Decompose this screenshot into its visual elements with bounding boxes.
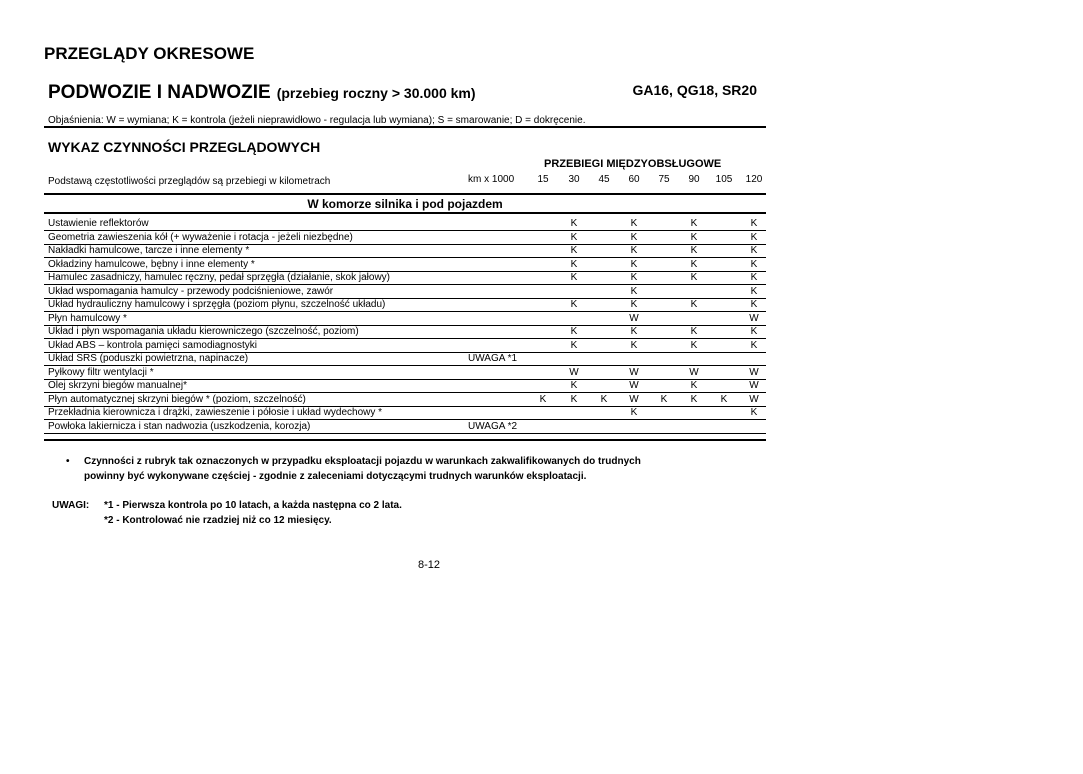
row-task: Powłoka lakiernicza i stan nadwozia (uszkodzenia, korozja) <box>48 420 311 432</box>
row-cell: K <box>630 285 638 297</box>
engine-models: GA16, QG18, SR20 <box>632 82 757 98</box>
table-row <box>48 299 766 311</box>
row-cell: K <box>570 245 578 256</box>
section-title: W komorze silnika i pod pojazdem <box>307 197 503 211</box>
note-2: *2 - Kontrolować nie rzadziej niż co 12 miesięcy. <box>104 515 332 526</box>
row-cell: K <box>690 380 698 391</box>
row-cell: K <box>630 299 638 310</box>
row-task: Geometria zawieszenia kół (+ wyważenie i rotacja - jeżeli niezbędne) <box>48 231 353 243</box>
table-row <box>48 272 766 284</box>
row-cell: K <box>660 393 668 405</box>
table-row <box>48 313 766 325</box>
row-task: Okładziny hamulcowe, bębny i inne elementy * <box>48 258 255 270</box>
row-cell: K <box>630 339 638 351</box>
row-cell: K <box>570 272 578 283</box>
table-row <box>48 367 766 379</box>
table-row <box>48 353 766 365</box>
row-cell: K <box>570 326 578 337</box>
km-value: 30 <box>568 174 580 185</box>
row-cell: K <box>750 339 758 351</box>
row-cell: W <box>629 393 639 405</box>
row-task: Nakładki hamulcowe, tarcze i inne elementy * <box>48 245 250 256</box>
row-cell: W <box>629 380 639 391</box>
row-task: Olej skrzyni biegów manualnej* <box>48 380 187 391</box>
table-row <box>48 340 766 352</box>
row-task: Układ ABS – kontrola pamięci samodiagnostyki <box>48 339 257 351</box>
row-cell: K <box>750 218 758 229</box>
row-cell: K <box>690 272 698 283</box>
row-note: UWAGA *1 <box>468 353 518 364</box>
footnote-line-1: Czynności z rubryk tak oznaczonych w przypadku eksploatacji pojazdu w warunkach zakwalifikowanych do trudnych <box>84 456 641 467</box>
row-cell: K <box>630 231 638 243</box>
table-row <box>48 380 766 392</box>
row-cell: W <box>569 366 579 378</box>
row-cell: K <box>750 245 758 256</box>
note-1: *1 - Pierwsza kontrola po 10 latach, a każda następna co 2 lata. <box>104 500 402 511</box>
row-task: Płyn automatycznej skrzyni biegów * (poziom, szczelność) <box>48 393 306 405</box>
notes-label: UWAGI: <box>52 500 90 511</box>
row-cell: K <box>690 231 698 243</box>
table-row <box>48 286 766 298</box>
list-title: WYKAZ CZYNNOŚCI PRZEGLĄDOWYCH <box>48 139 321 155</box>
km-value: 45 <box>598 174 610 185</box>
row-cell: W <box>749 393 759 405</box>
footnote-line-2: powinny być wykonywane częściej - zgodnie z zaleceniami dotyczącymi trudnych warunków eksploatacji. <box>84 471 587 482</box>
table-bottom-divider <box>44 439 766 441</box>
row-task: Ustawienie reflektorów <box>48 218 149 229</box>
row-cell: K <box>630 218 638 229</box>
row-cell: K <box>570 393 578 405</box>
km-value: 15 <box>537 174 549 185</box>
row-cell: K <box>690 258 698 270</box>
row-task: Pyłkowy filtr wentylacji * <box>48 366 154 378</box>
row-cell: K <box>630 258 638 270</box>
row-cell: W <box>629 366 639 378</box>
row-cell: W <box>749 312 759 324</box>
row-cell: W <box>749 366 759 378</box>
row-cell: K <box>570 231 578 243</box>
section-top-divider <box>44 193 766 195</box>
table-row <box>48 421 766 433</box>
intervals-title: PRZEBIEGI MIĘDZYOBSŁUGOWE <box>544 158 722 170</box>
row-cell: K <box>570 380 578 391</box>
row-cell: K <box>570 218 578 229</box>
row-cell: K <box>750 407 758 418</box>
row-cell: K <box>750 272 758 283</box>
row-cell: K <box>750 285 758 297</box>
km-value: 120 <box>745 174 763 185</box>
row-cell: K <box>630 326 638 337</box>
km-label: km x 1000 <box>468 174 515 185</box>
footnote-bullet: • <box>66 456 70 467</box>
table-row <box>48 394 766 406</box>
row-cell: K <box>690 326 698 337</box>
row-cell: K <box>690 339 698 351</box>
row-cell: K <box>600 393 608 405</box>
table-row <box>48 326 766 338</box>
row-divider <box>44 433 766 434</box>
row-cell: K <box>690 299 698 310</box>
row-cell: W <box>749 380 759 391</box>
row-cell: K <box>690 393 698 405</box>
page-number: 8-12 <box>418 559 441 571</box>
km-value: 60 <box>628 174 640 185</box>
row-cell: K <box>539 393 547 405</box>
table-row <box>48 218 766 230</box>
section-bottom-divider <box>44 212 766 214</box>
section-heading: PRZEGLĄDY OKRESOWE <box>44 44 255 63</box>
km-value: 90 <box>688 174 700 185</box>
row-task: Hamulec zasadniczy, hamulec ręczny, pedał sprzęgła (działanie, skok jałowy) <box>48 272 391 283</box>
row-cell: K <box>750 326 758 337</box>
row-task: Układ hydrauliczny hamulcowy i sprzęgła (poziom płynu, szczelność układu) <box>48 299 386 310</box>
legend-text: Objaśnienia: W = wymiana; K = kontrola (jeżeli nieprawidłowo - regulacja lub wymiana); S = smarowanie; D = dokręcenie. <box>48 115 586 126</box>
title-subtitle: (przebieg roczny > 30.000 km) <box>276 85 476 101</box>
row-task: Układ SRS (poduszki powietrzna, napinacze) <box>48 353 249 364</box>
basis-text: Podstawą częstotliwości przeglądów są przebiegi w kilometrach <box>48 176 331 187</box>
row-cell: K <box>630 245 638 256</box>
row-cell: K <box>750 299 758 310</box>
km-value: 75 <box>658 174 670 185</box>
row-cell: K <box>570 258 578 270</box>
row-cell: K <box>750 231 758 243</box>
row-cell: K <box>690 245 698 256</box>
title-text: PODWOZIE I NADWOZIE <box>48 82 271 103</box>
page-title <box>48 82 476 104</box>
row-task: Płyn hamulcowy * <box>48 312 127 324</box>
table-row <box>48 245 766 257</box>
table-row <box>48 407 766 419</box>
row-task: Przekładnia kierownicza i drążki, zawieszenie i półosie i układ wydechowy * <box>48 407 383 418</box>
table-row <box>48 232 766 244</box>
row-cell: W <box>689 366 699 378</box>
row-cell: K <box>570 299 578 310</box>
row-cell: K <box>690 218 698 229</box>
legend-divider <box>44 126 766 128</box>
row-task: Układ wspomagania hamulcy - przewody podciśnieniowe, zawór <box>48 285 334 297</box>
row-cell: K <box>720 393 728 405</box>
row-task: Układ i płyn wspomagania układu kierowniczego (szczelność, poziom) <box>48 326 359 337</box>
row-cell: K <box>570 339 578 351</box>
km-value: 105 <box>715 174 733 185</box>
row-cell: K <box>630 407 638 418</box>
row-cell: K <box>750 258 758 270</box>
row-cell: W <box>629 312 639 324</box>
table-row <box>48 259 766 271</box>
row-note: UWAGA *2 <box>468 420 518 432</box>
row-cell: K <box>630 272 638 283</box>
